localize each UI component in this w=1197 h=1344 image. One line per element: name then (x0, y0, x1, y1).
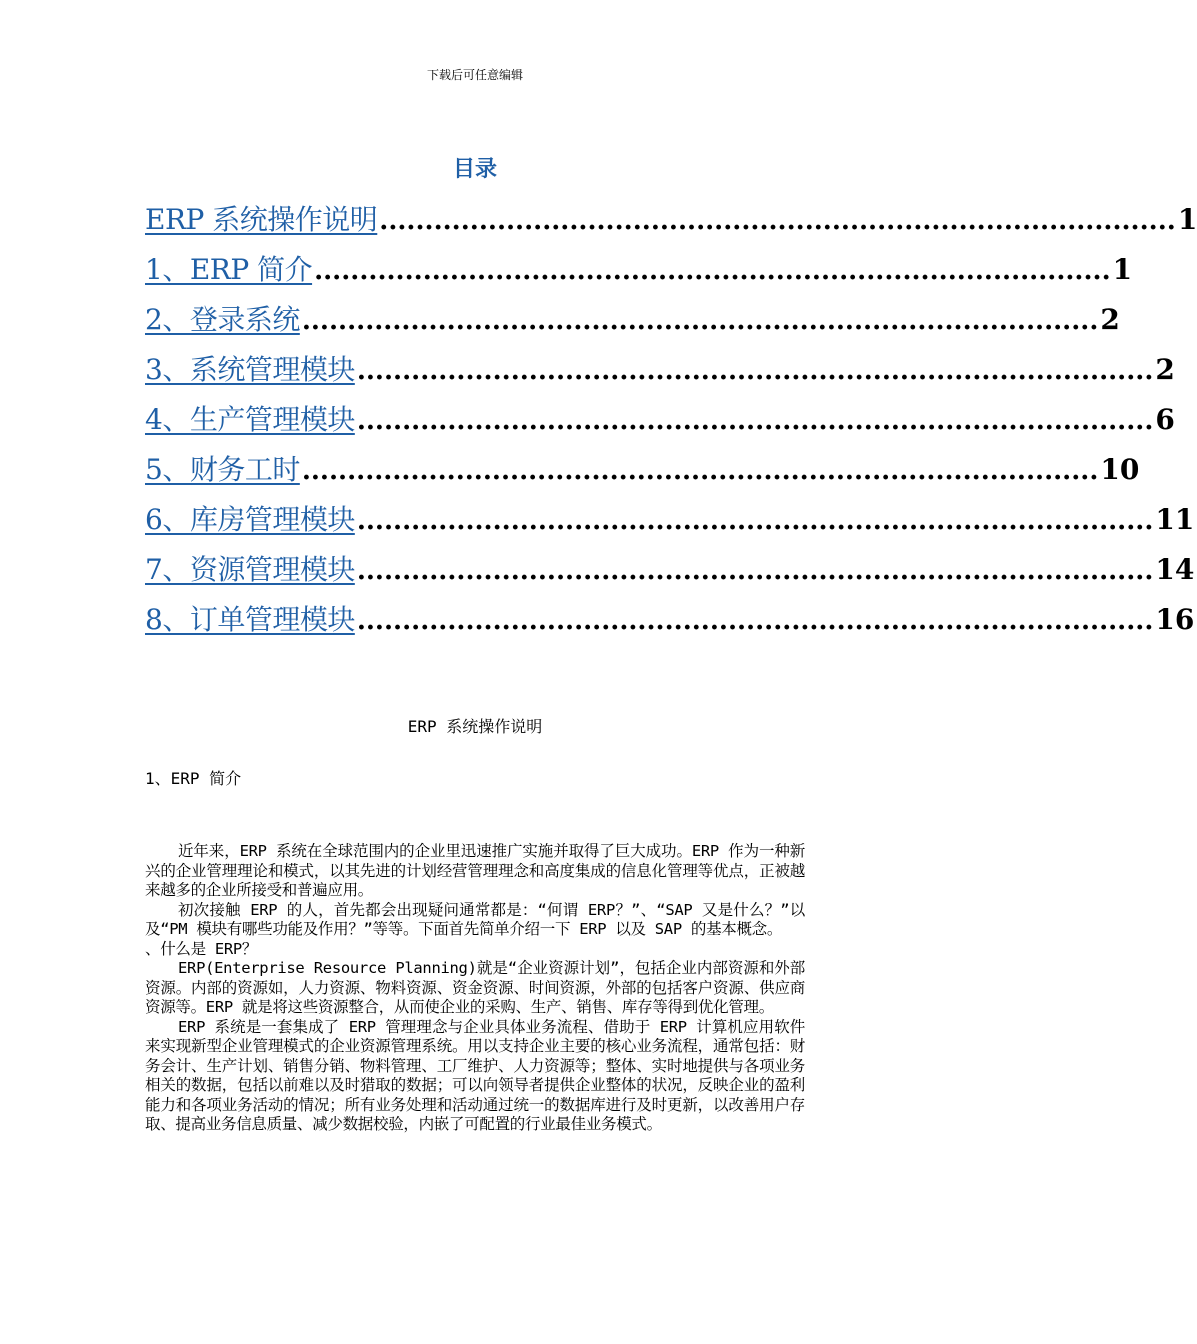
toc-link[interactable]: 8、订单管理模块 (145, 603, 355, 636)
toc-entry (145, 547, 1195, 597)
toc-page-number: 14 (1155, 553, 1195, 586)
toc-link[interactable]: 1、ERP 简介 (145, 253, 313, 286)
toc-page-number: 1 (1112, 253, 1133, 286)
toc-leader-dots: ........................................................................................ (356, 356, 1154, 386)
paragraph: ERP 系统是一套集成了 ERP 管理理念与企业具体业务流程、借助于 ERP 计算机应用软件来实现新型企业管理模式的企业资源管理系统。用以支持企业主要的核心业务流程，通常包括：财务会计、生产计划、销售分销、物料管理、工厂维护、人力资源等；整体、实时地提供与各项业务相关的数据，包括以前难以及时猎取的数据；可以向领导者提供企业整体的状况，反映企业的盈利能力和各项业务活动的情况；所有业务处理和活动通过统一的数据库进行及时更新，以改善用户存取、提高业务信息质量、减少数据校验，内嵌了可配置的行业最佳业务模式。 (145, 1017, 805, 1133)
toc-leader-dots: ........................................................................................ (379, 206, 1176, 236)
paragraph: ERP(Enterprise Resource Planning)就是“企业资源计划”，包括企业内部资源和外部资源。内部的资源如，人力资源、物料资源、资金资源、时间资源，外部的包括客户资源、供应商资源等。ERP 就是将这些资源整合，从而使企业的采购、生产、销售、库存等得到优化管理。 (145, 959, 805, 1016)
toc-leader-dots: ........................................................................................ (356, 406, 1154, 436)
toc-link[interactable]: 7、资源管理模块 (145, 553, 355, 586)
toc-entry (145, 447, 1140, 497)
page-header: 下载后可任意编辑 (426, 68, 523, 82)
toc-leader-dots: ........................................................................................ (356, 556, 1154, 586)
document-title: ERP 系统操作说明 (407, 717, 543, 736)
toc-link[interactable]: 4、生产管理模块 (145, 403, 355, 436)
paragraph: 初次接触 ERP 的人，首先都会出现疑问通常都是：“何谓 ERP？”、“SAP 又是什么？”以及“PM 模块有哪些功能及作用？”等等。下面首先简单介绍一下 ERP 以及 SAP 的基本概念。 (145, 900, 805, 938)
toc-link[interactable]: ERP 系统操作说明 (145, 203, 378, 236)
toc-leader-dots: ........................................................................................ (314, 256, 1111, 286)
toc-page-number: 16 (1155, 603, 1195, 636)
toc-leader-dots: ........................................................................................ (301, 306, 1099, 336)
toc-entry (145, 247, 1133, 297)
toc-link[interactable]: 2、登录系统 (145, 303, 300, 336)
toc-entry (145, 497, 1195, 547)
toc-leader-dots: ........................................................................................ (356, 506, 1154, 536)
toc-page-number: 2 (1155, 353, 1175, 386)
toc-entry (145, 197, 1197, 247)
toc-entry (145, 347, 1175, 397)
table-of-contents (145, 197, 1197, 647)
toc-link[interactable]: 6、库房管理模块 (145, 503, 355, 536)
paragraph-subheading: 、什么是 ERP？ (145, 939, 258, 958)
toc-leader-dots: ........................................................................................ (356, 606, 1154, 636)
toc-leader-dots: ........................................................................................ (301, 456, 1099, 486)
toc-link[interactable]: 5、财务工时 (145, 453, 300, 486)
toc-page-number: 1 (1177, 203, 1197, 236)
toc-entry (145, 297, 1120, 347)
toc-page-number: 10 (1100, 453, 1140, 486)
toc-entry (145, 397, 1175, 447)
toc-link[interactable]: 3、系统管理模块 (145, 353, 355, 386)
toc-title: 目录 (452, 157, 497, 182)
paragraph: 近年来，ERP 系统在全球范围内的企业里迅速推广实施并取得了巨大成功。ERP 作为一种新兴的企业管理理论和模式，以其先进的计划经营管理理念和高度集成的信息化管理等优点，正被越来越多的企业所接受和普遍应用。 (145, 842, 805, 899)
body-text (145, 842, 805, 1135)
toc-page-number: 2 (1100, 303, 1120, 336)
toc-entry (145, 597, 1195, 647)
section-heading: 1、ERP 简介 (145, 769, 242, 788)
toc-page-number: 11 (1155, 503, 1195, 536)
toc-page-number: 6 (1155, 403, 1175, 436)
